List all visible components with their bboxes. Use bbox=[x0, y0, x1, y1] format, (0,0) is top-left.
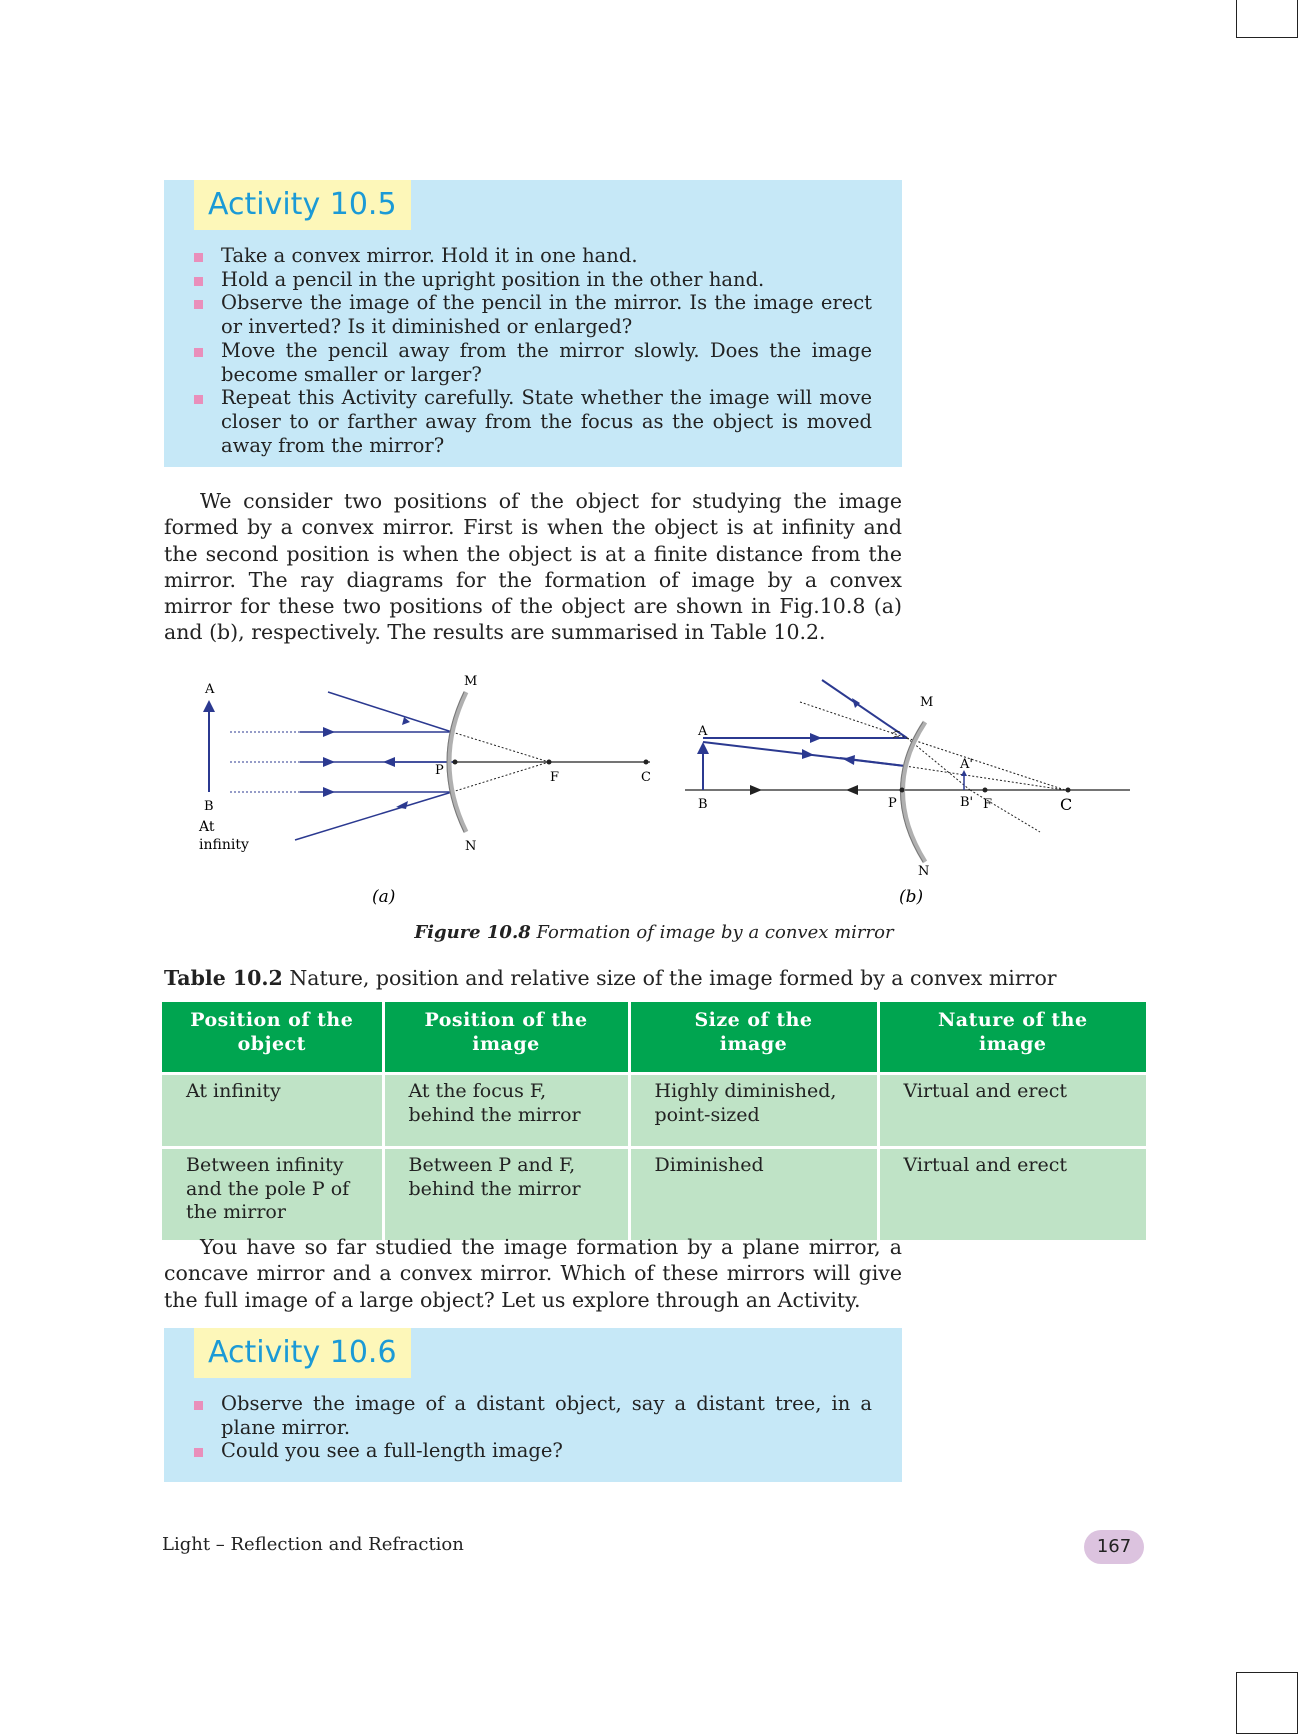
activity-box-10-6 bbox=[164, 1328, 902, 1482]
list-item: Hold a pencil in the upright position in the other hand. bbox=[192, 268, 872, 292]
crop-mark-bottom bbox=[1236, 1672, 1298, 1734]
point-label-a: A bbox=[205, 682, 215, 697]
table-title: Table 10.2 Nature, position and relative size of the image formed by a convex mirror bbox=[164, 966, 1057, 990]
subfigure-label-b: (b) bbox=[899, 887, 924, 907]
column-header: Position of the image bbox=[383, 1002, 629, 1074]
column-header: Size of the image bbox=[629, 1002, 878, 1074]
bullet-icon bbox=[194, 348, 203, 357]
list-item: Observe the image of a distant object, say a distant tree, in a plane mirror. bbox=[192, 1392, 872, 1439]
list-item: Observe the image of the pencil in the mirror. Is the image erect or inverted? Is it diminished or enlarged? bbox=[192, 291, 872, 338]
point-label-a-prime: A' bbox=[960, 757, 973, 772]
chapter-footer: Light – Reflection and Refraction bbox=[162, 1534, 464, 1555]
point-label-m: M bbox=[464, 674, 478, 689]
crop-mark-top bbox=[1236, 0, 1298, 38]
list-item: Repeat this Activity carefully. State whether the image will move closer to or farther away from the focus as the object is moved away from the mirror? bbox=[192, 386, 872, 457]
point-label-f: F bbox=[550, 770, 560, 785]
bullet-icon bbox=[194, 300, 203, 309]
point-label-f: F bbox=[983, 797, 993, 812]
column-header: Nature of the image bbox=[878, 1002, 1146, 1074]
list-item: Could you see a full-length image? bbox=[192, 1439, 872, 1463]
body-paragraph: We consider two positions of the object for studying the image formed by a convex mirror. First is when the object is at infinity and the second position is when the object is at a finite distance from the mirror. The ray diagrams for the formation of image by a convex mirror for these two positions of the object are shown in Fig.10.8 (a) and (b), respectively. The results are summarised in Table 10.2. bbox=[164, 489, 902, 645]
table-cell: Virtual and erect bbox=[878, 1074, 1146, 1148]
diagram-a bbox=[198, 674, 651, 854]
bullet-icon bbox=[194, 1401, 203, 1410]
activity-title: Activity 10.5 bbox=[194, 180, 411, 230]
table-header-row bbox=[162, 1002, 1146, 1074]
point-label-n: N bbox=[465, 839, 477, 854]
page-number-badge: 167 bbox=[1084, 1530, 1144, 1564]
body-paragraph: You have so far studied the image formation by a plane mirror, a concave mirror and a convex mirror. Which of these mirrors will give the full image of a large object? Let us explore through an Activity. bbox=[164, 1235, 902, 1312]
column-header: Position of the object bbox=[162, 1002, 383, 1074]
table-row bbox=[162, 1148, 1146, 1241]
subfigure-label-a: (a) bbox=[372, 887, 396, 907]
point-label-b-prime: B' bbox=[960, 795, 974, 810]
point-label-b: B bbox=[204, 799, 214, 814]
ray-diagram-figure bbox=[170, 662, 1150, 907]
point-label-n: N bbox=[918, 864, 930, 879]
point-label-p: P bbox=[435, 763, 444, 778]
bullet-icon bbox=[194, 395, 203, 404]
point-label-c: C bbox=[1060, 795, 1073, 814]
table-cell: Virtual and erect bbox=[878, 1148, 1146, 1241]
table-cell: Between infinity and the pole P of the mirror bbox=[162, 1148, 383, 1241]
table-cell: Highly diminished, point-sized bbox=[629, 1074, 878, 1148]
table-cell: At the focus F, behind the mirror bbox=[383, 1074, 629, 1148]
point-label-p: P bbox=[888, 796, 897, 811]
bullet-icon bbox=[194, 1448, 203, 1457]
activity-box-10-5 bbox=[164, 180, 902, 467]
figure-caption: Figure 10.8 Formation of image by a convex mirror bbox=[414, 922, 894, 943]
object-note: infinity bbox=[199, 837, 249, 853]
list-item: Take a convex mirror. Hold it in one hand. bbox=[192, 244, 872, 268]
activity-list bbox=[192, 244, 872, 457]
activity-list bbox=[192, 1392, 872, 1463]
bullet-icon bbox=[194, 253, 203, 262]
point-label-a: A bbox=[698, 724, 708, 739]
point-label-b: B bbox=[698, 797, 708, 812]
table-cell: At infinity bbox=[162, 1074, 383, 1148]
point-label-c: C bbox=[641, 770, 651, 785]
point-label-m: M bbox=[920, 695, 934, 710]
object-note: At bbox=[199, 819, 215, 835]
list-item: Move the pencil away from the mirror slowly. Does the image become smaller or larger? bbox=[192, 339, 872, 386]
activity-title: Activity 10.6 bbox=[194, 1328, 411, 1378]
diagram-b bbox=[685, 680, 1130, 879]
table-cell: Diminished bbox=[629, 1148, 878, 1241]
table-cell: Between P and F, behind the mirror bbox=[383, 1148, 629, 1241]
bullet-icon bbox=[194, 277, 203, 286]
table-row bbox=[162, 1074, 1146, 1148]
image-table bbox=[162, 1002, 1146, 1240]
